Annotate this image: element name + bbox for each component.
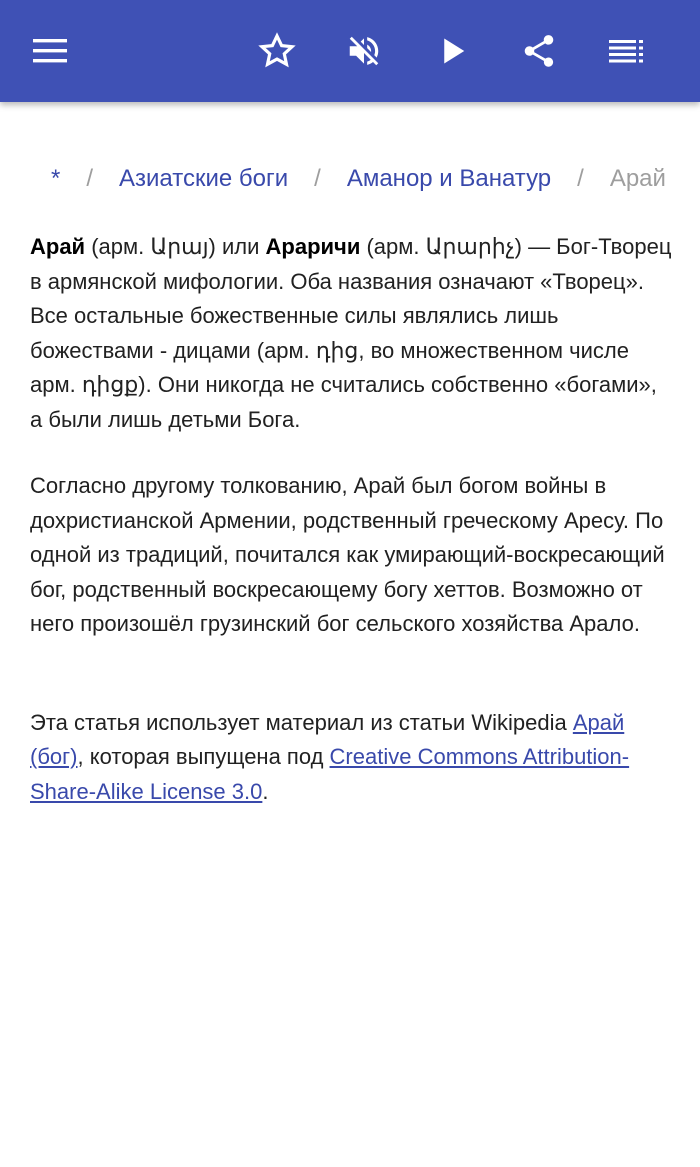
star-outline-icon — [258, 32, 296, 70]
mute-button[interactable] — [339, 26, 389, 76]
attribution-paragraph — [30, 706, 675, 810]
breadcrumb-current: Арай — [609, 165, 666, 192]
play-icon — [438, 36, 468, 66]
share-icon — [520, 32, 558, 70]
play-button[interactable] — [428, 26, 478, 76]
breadcrumb-link-asian-gods[interactable]: Азиатские боги — [119, 165, 289, 192]
favorite-button[interactable] — [252, 26, 302, 76]
menu-button[interactable] — [26, 26, 76, 76]
breadcrumb-separator: / — [577, 165, 584, 192]
article-paragraph-1 — [30, 230, 675, 437]
wikipedia-article-link[interactable]: Арай (бог) — [30, 709, 625, 769]
hamburger-menu-icon — [33, 38, 69, 64]
article-paragraph-2: Согласно другому толкованию, Арай был богом войны в дохристианской Армении, родственный греческому Аресу. По одной из традиций, почитался как умирающий-воскресающий бог, родственный воскресающему богу хеттов. Возможно от него произошёл грузинский бог сельского хозяйства Арало. — [30, 473, 665, 636]
share-button[interactable] — [514, 26, 564, 76]
breadcrumb-separator: / — [86, 165, 94, 192]
attribution-text: Эта статья использует материал из статьи Wikipedia — [30, 709, 573, 735]
volume-off-icon — [345, 32, 383, 70]
article-text: (арм. Արարիչ) — Бог-Творец в армянской мифологии. Оба названия означают «Творец». Все остальные божественные силы являлись лишь божествами - дицами (арм. դից, во множественном числе арм. դիցք). Они никогда не считались собственно «богами», а были лишь детьми Бога. — [30, 234, 672, 432]
list-icon — [609, 39, 645, 63]
license-link[interactable]: Creative Commons Attribution-Share-Alike License 3.0 — [30, 744, 630, 804]
article-term-aray: Арай — [30, 234, 86, 259]
article-content — [30, 160, 675, 809]
article-term-ararich: Араричи — [265, 234, 361, 259]
app-bar — [0, 0, 700, 102]
table-of-contents-button[interactable] — [602, 26, 652, 76]
breadcrumb-link-amanor-vanatur[interactable]: Аманор и Ванатур — [346, 165, 552, 192]
breadcrumb — [51, 160, 675, 198]
breadcrumb-root-link[interactable]: * — [51, 165, 61, 192]
attribution-text: . — [262, 778, 269, 804]
breadcrumb-separator: / — [314, 165, 321, 192]
attribution-text: , которая выпущена под — [77, 744, 330, 769]
article-text: (арм. Արայ) или — [85, 234, 266, 259]
